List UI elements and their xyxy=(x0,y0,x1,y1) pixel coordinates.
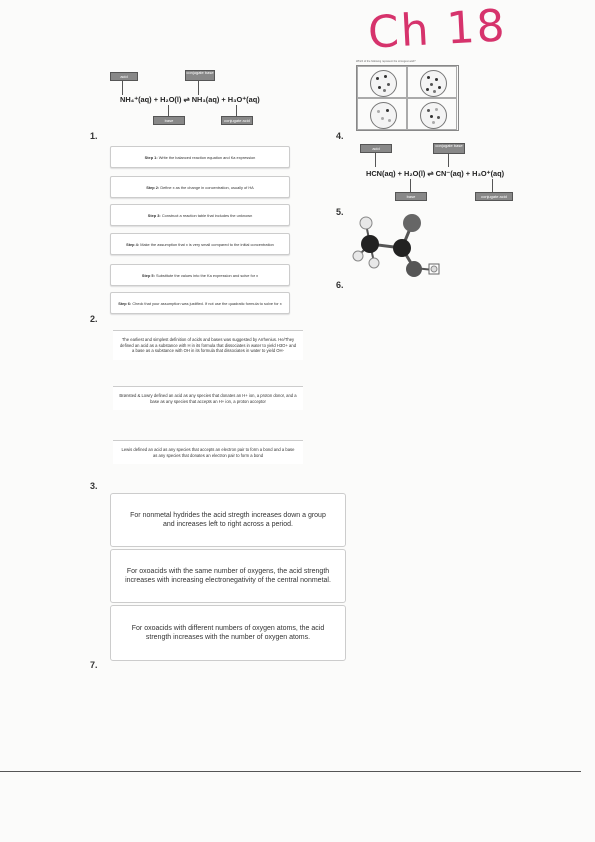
beaker-cell-2 xyxy=(407,66,457,98)
molecule-model-image xyxy=(348,208,448,284)
question-number-7: 7. xyxy=(90,660,98,670)
step-6: Step 6: Check that your assumption was justified. If not use the quadratic formula to solve for x xyxy=(110,292,290,314)
question-number-4: 4. xyxy=(336,131,344,141)
q1-conjugate-acid-label: conjugate acid xyxy=(221,116,253,125)
definition-arrhenius: The earliest and simplest definition of acids and bases was suggested by Arrhenius. He/They defined an acid as a substance with H in its formula that dissociates in water to yield H3O+ and a base as a substance with OH in its formula that dissociates in water to yield OH- xyxy=(113,330,303,360)
beaker-icon xyxy=(420,102,447,129)
trend-oxoacids-different-oxygens: For oxoacids with different numbers of oxygen atoms, the acid strength increases with the number of oxygen atoms. xyxy=(110,605,346,661)
step-3: Step 3: Construct a reaction table that includes the unknown xyxy=(110,204,290,226)
beaker-grid xyxy=(356,65,459,131)
trend-nonmetal-hydrides: For nonmetal hydrides the acid stregth increases down a group and increases left to right across a period. xyxy=(110,493,346,547)
q1-conjugate-base-label: conjugate base xyxy=(185,70,215,81)
page-divider xyxy=(0,771,581,772)
trend-oxoacids-same-oxygens: For oxoacids with the same number of oxygens, the acid strength increases with increasing electronegativity of the central nonmetal. xyxy=(110,549,346,603)
q4-caption: Which of the following represent the strongest acid? xyxy=(356,60,416,63)
beaker-icon xyxy=(370,70,397,97)
q1-equation: NH₄⁺(aq) + H₂O(l) ⇌ NH₃(aq) + H₃O⁺(aq) xyxy=(120,95,260,104)
q1-acid-label: acid xyxy=(110,72,138,81)
question-number-3: 3. xyxy=(90,481,98,491)
beaker-cell-3 xyxy=(357,98,407,130)
q4-acid-label: acid xyxy=(360,144,392,153)
chapter-title: Ch 18 xyxy=(366,0,508,59)
beaker-cell-4 xyxy=(407,98,457,130)
question-number-5: 5. xyxy=(336,207,344,217)
beaker-icon xyxy=(370,102,397,129)
q4-base-label: base xyxy=(395,192,427,201)
step-2: Step 2: Define x as the change in concentration, usually of HA xyxy=(110,176,290,198)
question-number-2: 2. xyxy=(90,314,98,324)
definition-lewis: Lewis defined an acid as any species that accepts an electron pair to form a bond and a base as any species that donates an electron pair to form a bond xyxy=(113,440,303,464)
question-number-1: 1. xyxy=(90,131,98,141)
beaker-icon xyxy=(420,70,447,97)
question-number-6: 6. xyxy=(336,280,344,290)
q4-conjugate-base-label: conjugate base xyxy=(433,143,465,154)
step-4: Step 4: Make the assumption that x is very small compared to the initial concentration xyxy=(110,233,290,255)
step-1: Step 1: Write the balanced reaction equation and Ka expression xyxy=(110,146,290,168)
q1-base-label: base xyxy=(153,116,185,125)
beaker-cell-1 xyxy=(357,66,407,98)
step-5: Step 5: Substitute the values into the Ka expression and solve for x xyxy=(110,264,290,286)
q4-equation: HCN(aq) + H₂O(l) ⇌ CN⁻(aq) + H₃O⁺(aq) xyxy=(366,169,505,178)
q4-conjugate-acid-label: conjugate acid xyxy=(475,192,513,201)
definition-bronsted-lowry: Brønsted & Lowry defined an acid as any species that donates an H+ ion, a proton donor, and a base as any species that accepts an H+ ion, a proton acceptor xyxy=(113,386,303,410)
